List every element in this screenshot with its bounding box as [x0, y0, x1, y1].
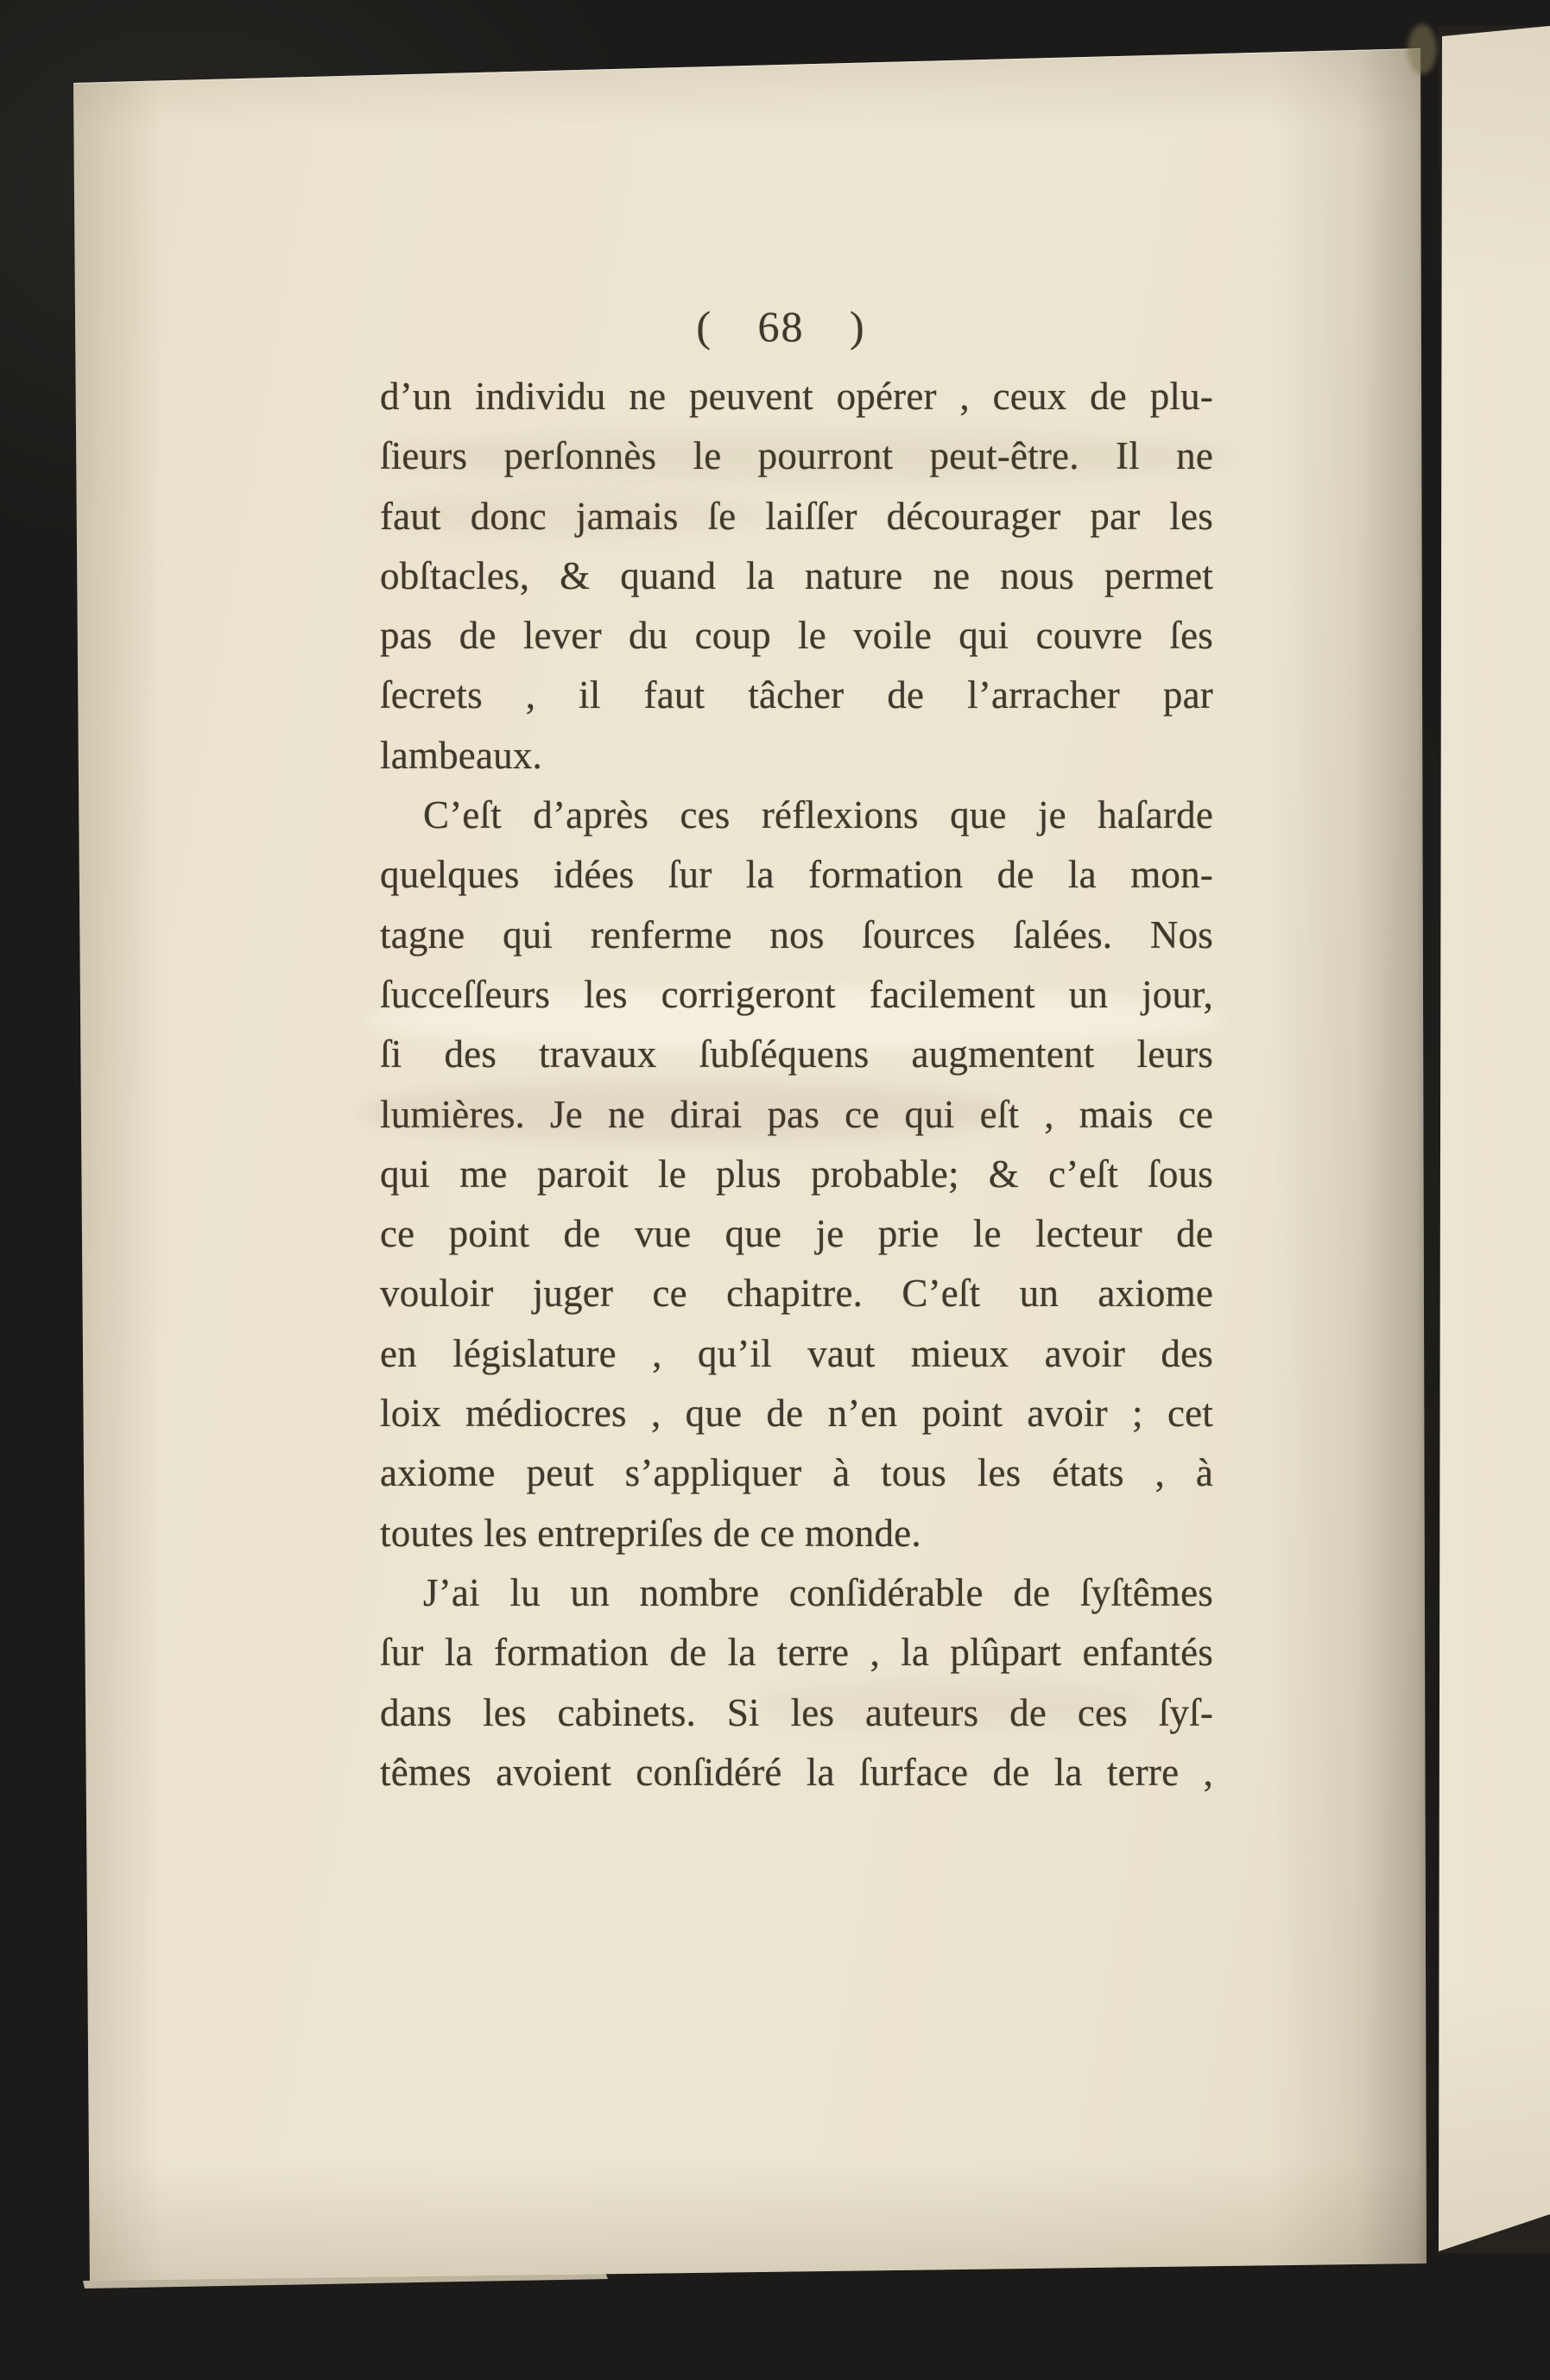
text-line: en législature , qu’il vaut mieux avoir des — [380, 1331, 1213, 1375]
page-number: ( 68 ) — [696, 302, 866, 350]
page-text-block — [380, 367, 1213, 1802]
text-line: loix médiocres , que de n’en point avoir ; cet — [380, 1392, 1213, 1436]
text-line: d’un individu ne peuvent opérer , ceux de plu- — [380, 375, 1213, 418]
text-line: ſecrets , il faut tâcher de l’arracher par — [380, 673, 1213, 717]
text-line: ſi des travaux ſubſéquens augmentent leurs — [380, 1032, 1213, 1076]
text-line: pas de lever du coup le voile qui couvre ſes — [380, 614, 1213, 658]
text-line: lambeaux. — [380, 733, 542, 777]
text-line: tagne qui renferme nos ſources ſalées. Nos — [380, 912, 1213, 956]
text-line: ſucceſſeurs les corrigeront facilement un jour, — [380, 972, 1213, 1016]
text-line: ce point de vue que je prie le lecteur de — [380, 1212, 1213, 1256]
gutter-page-curl — [1408, 24, 1437, 74]
text-line: qui me paroit le plus probable; & c’eſt ſous — [380, 1152, 1213, 1196]
page-bottom-edge-shading — [69, 2158, 1442, 2283]
text-line: dans les cabinets. Si les auteurs de ces ſyſ- — [380, 1690, 1213, 1734]
page-top-edge-highlight — [73, 47, 1422, 84]
text-line: axiome peut s’appliquer à tous les états , à — [380, 1451, 1213, 1495]
gutter-fold-shadow — [1269, 26, 1429, 2270]
text-line: C’eſt d’après ces réflexions que je haſarde — [423, 793, 1213, 837]
page-left-edge-shading — [69, 52, 164, 2281]
text-line: faut donc jamais ſe laiſſer décourager par les — [380, 494, 1213, 538]
text-line: têmes avoient conſidéré la ſurface de la terre , — [380, 1750, 1213, 1794]
text-line: J’ai lu un nombre conſidérable de ſyſtêmes — [423, 1570, 1213, 1614]
text-line: toutes les entrepriſes de ce monde. — [380, 1511, 921, 1555]
text-line: quelques idées ſur la formation de la mon- — [380, 853, 1213, 897]
text-line: obſtacles, & quand la nature ne nous permet — [380, 553, 1213, 597]
text-line: vouloir juger ce chapitre. C’eſt un axiome — [380, 1272, 1213, 1316]
page-top-edge-shading — [69, 35, 1433, 129]
text-line: lumières. Je ne dirai pas ce qui eſt , mais ce — [380, 1092, 1213, 1136]
text-line: ſur la formation de la terre , la plûpart enfantés — [380, 1631, 1213, 1675]
text-line: ſieurs perſonnès le pourront peut-être. Il ne — [380, 434, 1213, 478]
